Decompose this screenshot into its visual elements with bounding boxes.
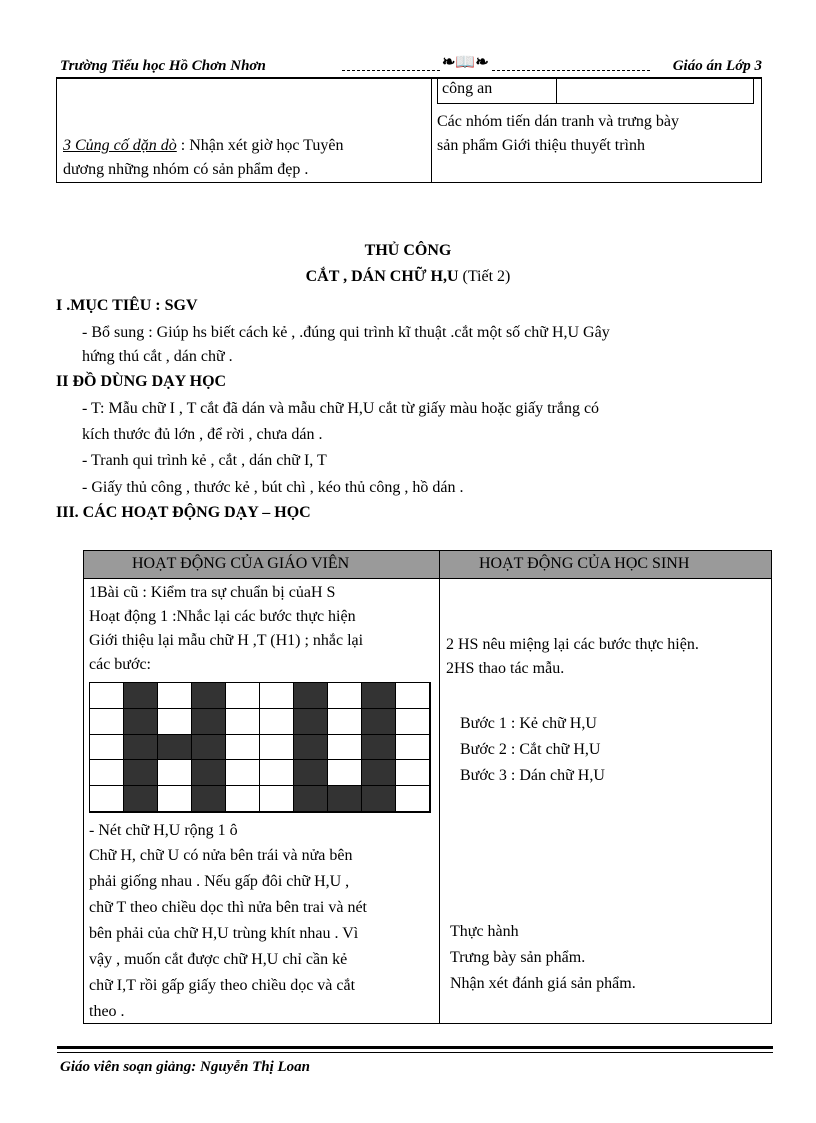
table-header-row <box>84 551 771 579</box>
steps-list <box>460 711 760 789</box>
teacher-name-footer: Giáo viên soạn giảng: Nguyễn Thị Loan <box>60 1059 311 1075</box>
section-materials-heading: II ĐỒ DÙNG DẠY HỌC <box>56 373 227 390</box>
student-line: Nhận xét đánh giá sản phẩm. <box>450 975 636 992</box>
top-right-cell <box>437 110 757 158</box>
student-line: Trưng bày sản phẩm. <box>450 949 586 966</box>
lesson-plan-label: Giáo án Lớp 3 <box>672 58 762 74</box>
group-activity-2: sản phẩm Giới thiệu thuyết trình <box>437 137 645 154</box>
objectives-line-1: - Bổ sung : Giúp hs biết cách kẻ , .đúng qui trình kĩ thuật .cắt một số chữ H,U Gây <box>82 324 610 341</box>
student-practice <box>450 919 770 997</box>
materials-line-4: - Giấy thủ công , thước kẻ , bút chì , kéo thủ công , hồ dán . <box>82 479 464 496</box>
review-text-1: : Nhận xét giờ học Tuyên <box>176 137 344 154</box>
teacher-line: theo . <box>89 1003 125 1020</box>
teacher-line: 1Bài cũ : Kiểm tra sự chuẩn bị củaH S <box>89 584 336 601</box>
teacher-line: vậy , muốn cắt được chữ H,U chỉ cần kẻ <box>89 951 348 968</box>
footer-rule-thick <box>57 1046 773 1049</box>
top-left-cell <box>63 134 429 182</box>
teacher-line: chữ T theo chiều dọc thì nửa bên trai và nét <box>89 899 367 916</box>
materials-line-1: - T: Mẫu chữ I , T cắt đã dán và mẫu chữ H,U cắt từ giấy màu hoặc giấy trắng có <box>82 400 600 417</box>
teacher-line: Giới thiệu lại mẫu chữ H ,T (H1) ; nhắc lại <box>89 632 364 649</box>
teacher-line: chữ I,T rồi gấp giấy theo chiều dọc và cắt <box>89 977 356 994</box>
objectives-line-2: hứng thú cắt , dán chữ . <box>82 348 233 365</box>
teacher-line: - Nét chữ H,U rộng 1 ô <box>89 822 238 839</box>
teacher-line: các bước: <box>89 656 151 673</box>
step-item: Bước 1 : Kẻ chữ H,U <box>460 715 597 732</box>
review-label: 3 Củng cố dặn dò <box>63 137 177 154</box>
teacher-line: phải giống nhau . Nếu gấp đôi chữ H,U , <box>89 873 350 890</box>
teacher-line: Hoạt động 1 :Nhắc lại các bước thực hiện <box>89 608 356 625</box>
top-inner-table <box>437 78 754 104</box>
teacher-explanation <box>89 819 437 1025</box>
student-line: 2HS thao tác mẫu. <box>446 660 565 677</box>
step-item: Bước 3 : Dán chữ H,U <box>460 767 605 784</box>
teacher-line: bên phải của chữ H,U trùng khít nhau . Vì <box>89 925 359 942</box>
section-activities-heading: III. CÁC HOẠT ĐỘNG DẠY – HỌC <box>56 504 311 521</box>
group-activity-1: Các nhóm tiến dán tranh và trưng bày <box>437 113 679 130</box>
top-table-divider <box>431 78 432 182</box>
review-text-2: dương những nhóm có sản phẩm đẹp . <box>63 161 309 178</box>
subject-title: THỦ CÔNG <box>364 242 452 259</box>
lesson-name: CẮT , DÁN CHỮ H,U <box>305 268 459 285</box>
book-ornament-icon: ❧📖❧ <box>442 54 489 71</box>
student-line: Thực hành <box>450 923 519 940</box>
inner-cell: công an <box>442 80 493 97</box>
school-name: Trường Tiểu học Hồ Chơn Nhơn <box>60 58 266 74</box>
lesson-period: (Tiết 2) <box>458 268 511 285</box>
letter-hu-grid <box>89 682 431 813</box>
header-dotted-line <box>342 70 650 71</box>
materials-line-3: - Tranh qui trình kẻ , cắt , dán chữ I, T <box>82 452 327 469</box>
page-header <box>60 54 762 78</box>
table-column-divider <box>439 551 440 1023</box>
teacher-column-header: HOẠT ĐỘNG CỦA GIÁO VIÊN <box>132 555 350 572</box>
student-intro <box>446 633 771 681</box>
step-item: Bước 2 : Cắt chữ H,U <box>460 741 601 758</box>
teacher-intro <box>89 581 437 677</box>
footer-rule-thin <box>57 1052 773 1053</box>
student-line: 2 HS nêu miệng lại các bước thực hiện. <box>446 636 699 653</box>
top-table <box>56 78 762 183</box>
teacher-line: Chữ H, chữ U có nửa bên trái và nửa bên <box>89 847 353 864</box>
student-column-header: HOẠT ĐỘNG CỦA HỌC SINH <box>479 555 690 572</box>
section-objectives-heading: I .MỤC TIÊU : SGV <box>56 297 198 314</box>
inner-cell-divider <box>556 78 557 103</box>
materials-line-2: kích thước đủ lớn , để rời , chưa dán . <box>82 426 323 443</box>
lesson-title <box>0 268 816 286</box>
